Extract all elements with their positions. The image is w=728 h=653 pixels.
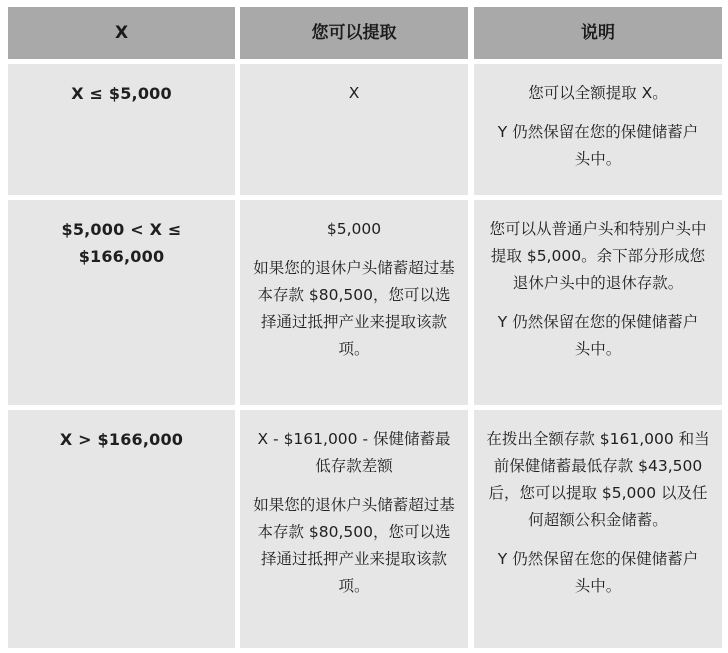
row-3-condition: X > $166,000 (8, 410, 235, 648)
row-3-withdraw (240, 410, 468, 648)
row-2-withdraw (240, 200, 468, 405)
row-2-withdraw-amount: $5,000 (326, 220, 382, 238)
row-3-withdraw-note: 如果您的退休户头储蓄超过基本存款 $80,500，您可以选择通过抵押产业来提取该款项。 (253, 496, 455, 595)
row-1-note-medisave: Y 仍然保留在您的保健储蓄户头中。 (497, 123, 699, 168)
header-cell-x: X (8, 7, 235, 59)
header-cell-note: 说明 (474, 7, 722, 59)
row-3-withdraw-amount: X - $161,000 - 保健储蓄最低存款差额 (257, 430, 451, 475)
row-1-withdraw (240, 64, 468, 195)
row-1-condition: X ≤ $5,000 (8, 64, 235, 195)
row-2-note-medisave: Y 仍然保留在您的保健储蓄户头中。 (497, 313, 699, 358)
row-1-note-text: 您可以全额提取 X。 (528, 84, 668, 102)
row-1-withdraw-amount: X (348, 84, 360, 102)
row-3-note-text: 在拨出全额存款 $161,000 和当前保健储蓄最低存款 $43,500 后，您可以提取 $5,000 以及任何超额公积金储蓄。 (486, 430, 710, 529)
header-cell-withdraw: 您可以提取 (240, 7, 468, 59)
row-2-condition: $5,000 < X ≤ $166,000 (8, 200, 235, 405)
row-3-note-medisave: Y 仍然保留在您的保健储蓄户头中。 (497, 550, 699, 595)
row-2-note-text: 您可以从普通户头和特别户头中提取 $5,000。余下部分形成您退休户头中的退休存款。 (489, 220, 707, 292)
row-2-note (474, 200, 722, 405)
row-2-withdraw-note: 如果您的退休户头储蓄超过基本存款 $80,500，您可以选择通过抵押产业来提取该款项。 (253, 259, 455, 358)
row-1-note (474, 64, 722, 195)
row-3-note (474, 410, 722, 648)
